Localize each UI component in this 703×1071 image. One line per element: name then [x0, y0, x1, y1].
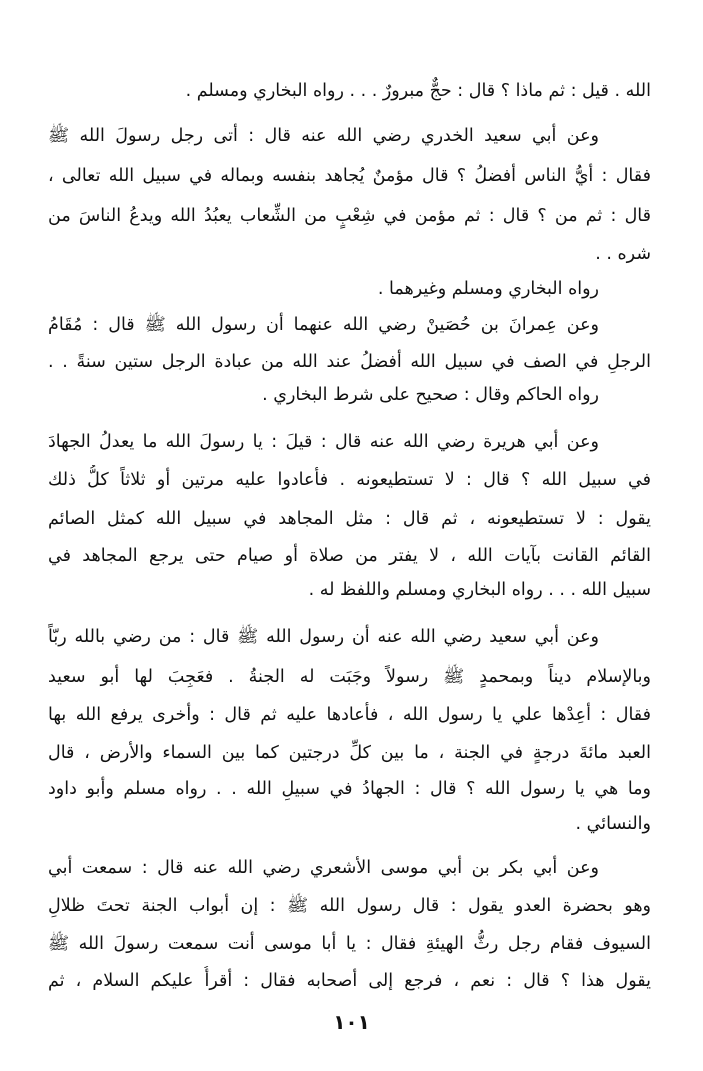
text-line: وعن عِمرانَ بن حُصَينْ رضي الله عنهما أن رسول الله ﷺ قال : مُقَامُ [48, 315, 599, 335]
text-line: وعن أبي بكر بن أبي موسى الأشعري رضي الله عنه قال : سمعت أبي [48, 858, 599, 878]
text-line: يقول هذا ؟ قال : نعم ، فرجع إلى أصحابه فقال : أقرأُ عليكم السلام ، ثم [48, 971, 651, 991]
text-line: وعن أبي سعيد الخدري رضي الله عنه قال : أتى رجل رسولَ الله ﷺ [48, 126, 599, 146]
text-line: شره . . [595, 244, 651, 264]
text-line: سبيل الله . . . رواه البخاري ومسلم واللفظ له . [308, 580, 651, 600]
page-number: ١٠١ [333, 1010, 370, 1034]
text-line: رواه الحاكم وقال : صحيح على شرط البخاري . [262, 385, 599, 405]
text-line: قال : ثم من ؟ قال : ثم مؤمن في شِعْبٍ من الشِّعاب يعبُدُ الله ويدعُ الناسَ من [48, 206, 651, 226]
text-line: وهو بحضرة العدو يقول : قال رسول الله ﷺ : إن أبواب الجنة تحتَ ظلالِ [48, 896, 651, 916]
text-line: القائم القانت بآيات الله ، لا يفتر من صلاة أو صيام حتى يرجع المجاهد في [48, 546, 651, 566]
text-line: وعن أبي سعيد رضي الله عنه أن رسول الله ﷺ قال : من رضي بالله ربّاً [48, 627, 599, 647]
text-line: وعن أبي هريرة رضي الله عنه قال : قيلَ : يا رسولَ الله ما يعدلُ الجهادَ [48, 432, 599, 452]
text-line: رواه البخاري ومسلم وغيرهما . [377, 279, 599, 299]
text-line: فقال : أعِدْها علي يا رسول الله ، فأعادها عليه ثم قال : وأخرى يرفع الله بها [48, 705, 651, 725]
text-line: السيوف فقام رجل رثُّ الهيئةِ فقال : يا أبا موسى أنت سمعت رسولَ الله ﷺ [48, 934, 651, 954]
text-line: وبالإسلام ديناً وبمحمدٍ ﷺ رسولاً وجَبَت له الجنةُ . فعَجِبَ لها أبو سعيد [48, 667, 651, 687]
text-line: وما هي يا رسول الله ؟ قال : الجهادُ في سبيلِ الله . . رواه مسلم وأبو داود [48, 779, 651, 799]
text-line: الله . قيل : ثم ماذا ؟ قال : حجٌّ مبرورٌ . . . رواه البخاري ومسلم . [185, 81, 651, 101]
text-line: في سبيل الله ؟ قال : لا تستطيعونه . فأعادوا عليه مرتين أو ثلاثاً كلُّ ذلك [48, 470, 651, 490]
text-line: يقول : لا تستطيعونه ، ثم قال : مثل المجاهد في سبيل الله كمثل الصائم [48, 509, 651, 529]
text-line: الرجلِ في الصف في سبيل الله أفضلُ عند الله من عبادة الرجل ستين سنةً . . [48, 352, 651, 372]
text-line: العبد مائةَ درجةٍ في الجنة ، ما بين كلِّ درجتين كما بين السماء والأرض ، قال [48, 743, 651, 763]
text-line: والنسائي . [575, 814, 651, 834]
text-line: فقال : أيُّ الناس أفضلُ ؟ قال مؤمنٌ يُجاهد بنفسه وبماله في سبيل الله تعالى ، [48, 166, 651, 186]
